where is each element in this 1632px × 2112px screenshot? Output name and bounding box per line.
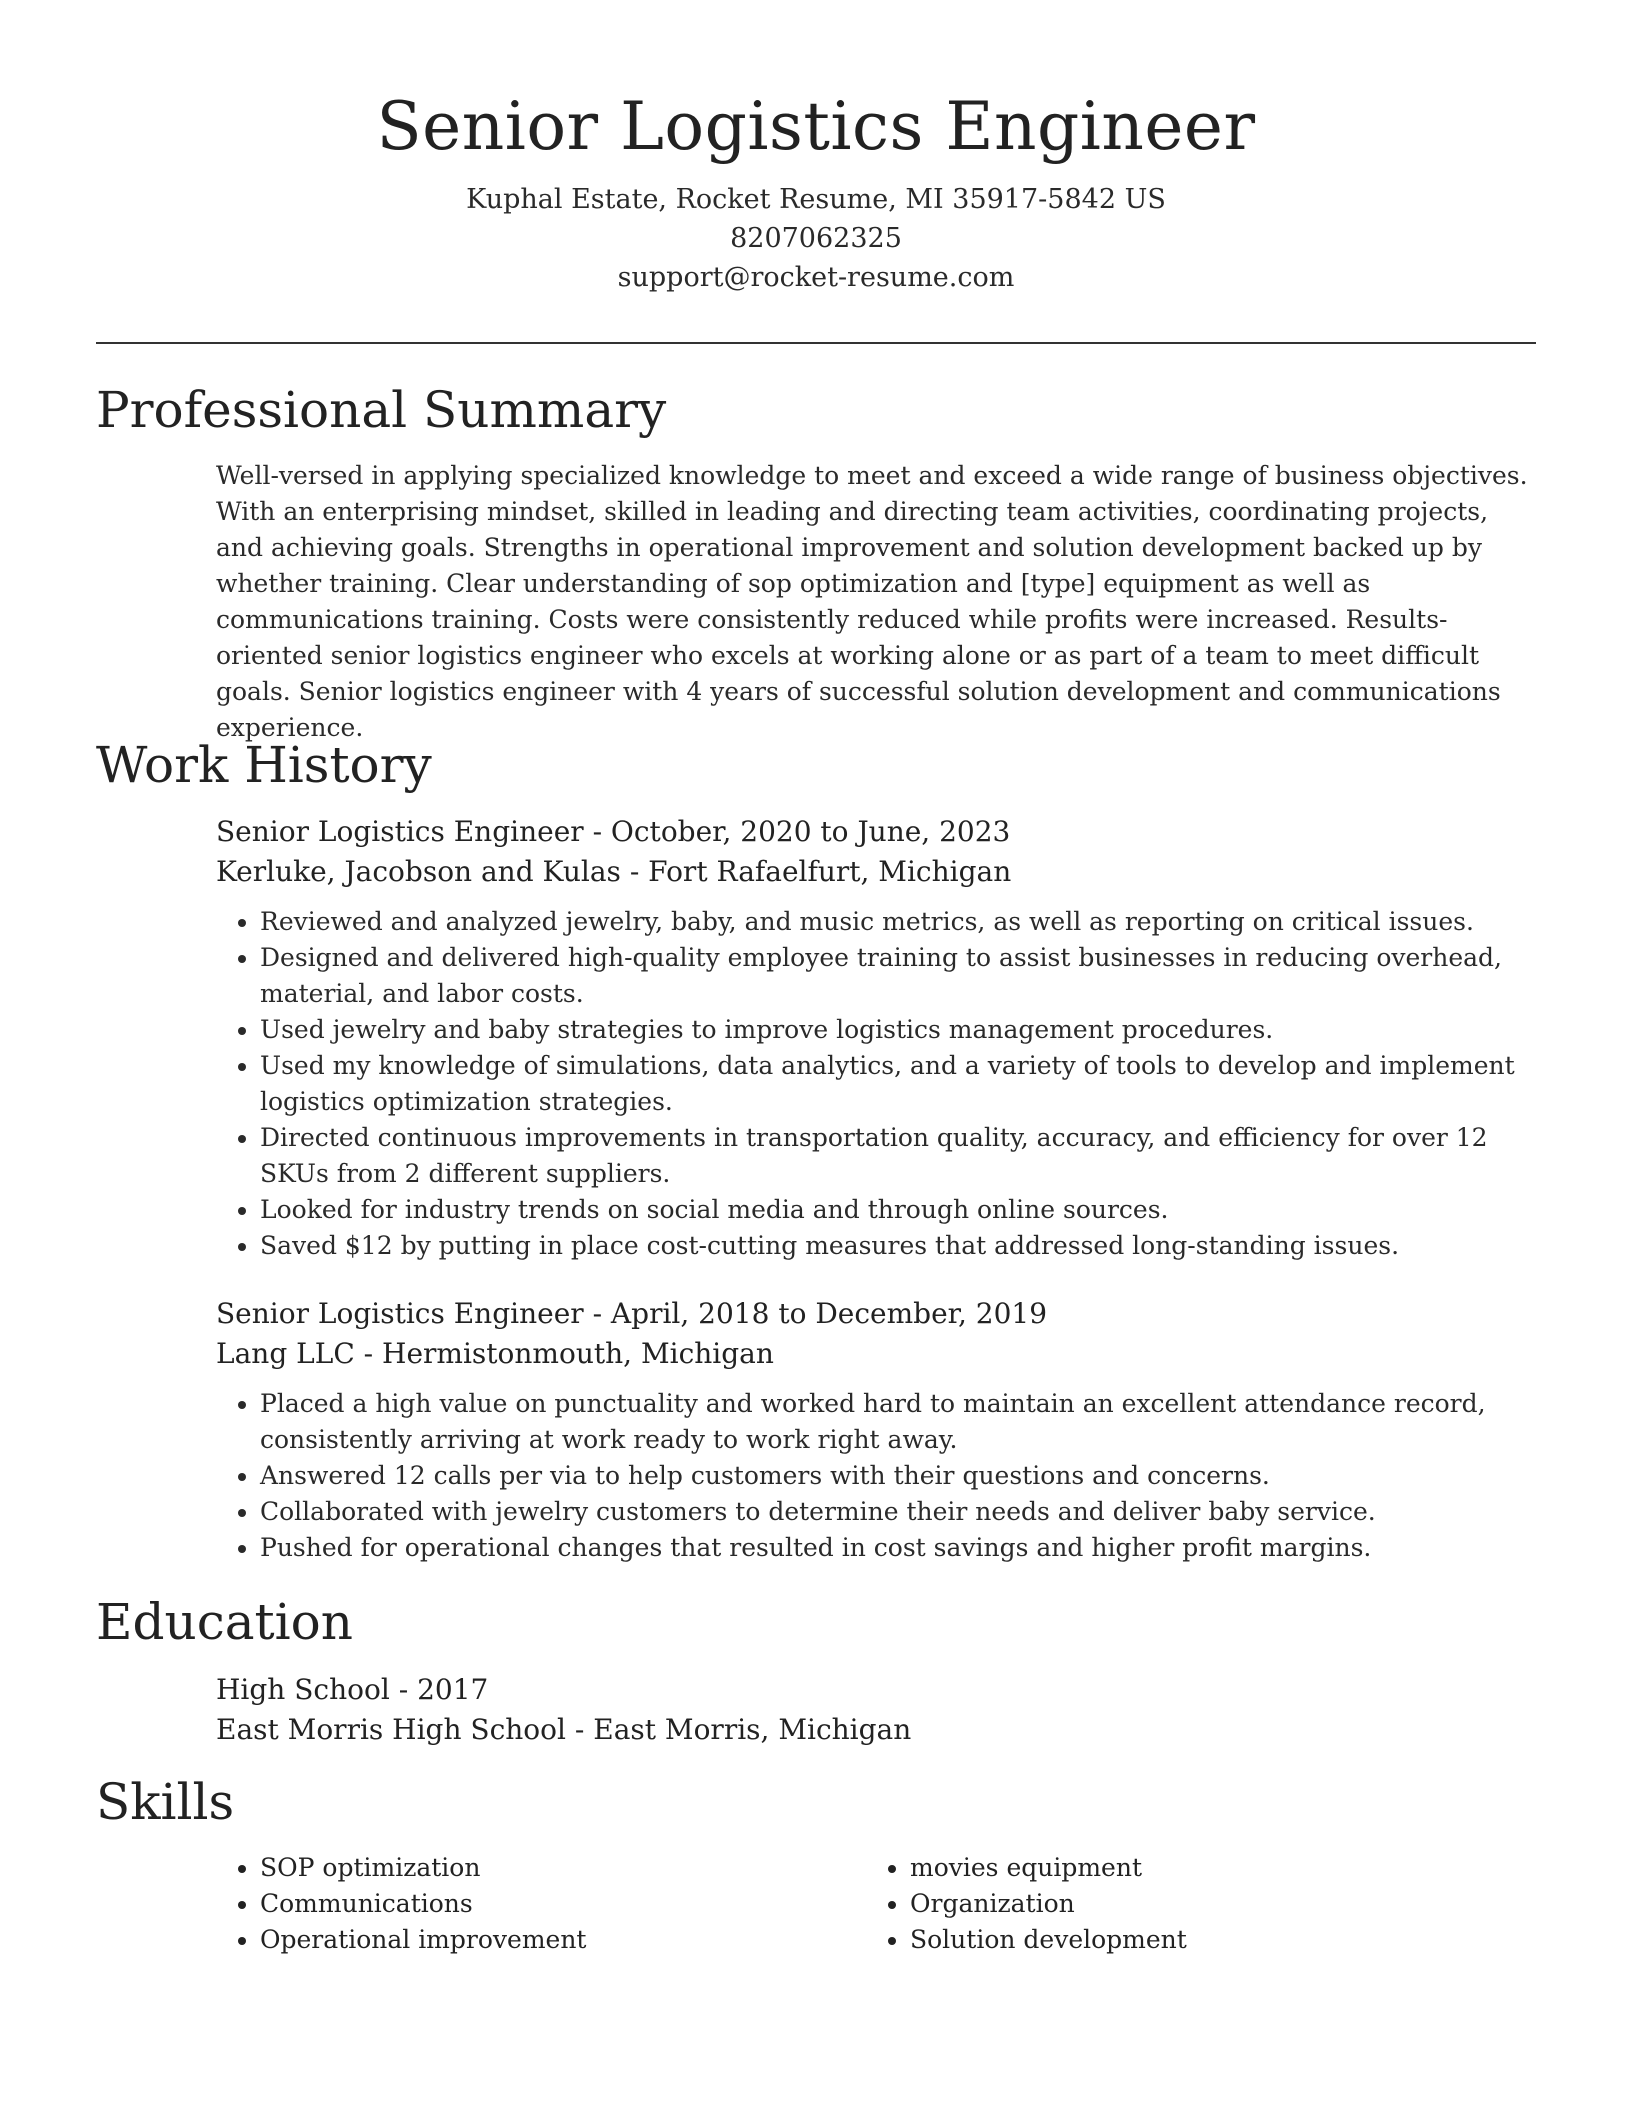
list-item: • Answered 12 calls per via to help customers with their questions and concerns.: [260, 1458, 1536, 1494]
summary-section: [216, 458, 1536, 746]
list-item: • Saved $12 by putting in place cost-cutting measures that addressed long-standing issues.: [260, 1228, 1536, 1264]
education-year: - 2017: [398, 1673, 489, 1706]
skill-item: • movies equipment: [910, 1850, 1516, 1886]
job-dates: - October, 2020 to June, 2023: [592, 815, 1011, 848]
job-title-line: [216, 812, 1536, 852]
education-heading: Education: [96, 1593, 353, 1651]
job-title-line: [216, 1294, 1536, 1334]
education-degree: High School: [216, 1673, 390, 1706]
skills-heading: Skills: [96, 1773, 235, 1831]
skill-item: • Communications: [260, 1886, 866, 1922]
skills-column-right: [866, 1850, 1516, 1958]
list-item: • Directed continuous improvements in transportation quality, accuracy, and efficiency for over 12 SKUs from 2 different suppliers.: [260, 1120, 1536, 1192]
list-item: • Looked for industry trends on social media and through online sources.: [260, 1192, 1536, 1228]
contact-address: Kuphal Estate, Rocket Resume, MI 35917-5842 US: [466, 184, 1166, 215]
job-company: Lang LLC: [216, 1337, 355, 1370]
education-degree-line: [216, 1670, 1536, 1710]
work-history-heading: Work History: [96, 736, 432, 794]
list-item: • Used my knowledge of simulations, data analytics, and a variety of tools to develop and implement logistics optimization strategies.: [260, 1048, 1536, 1120]
skills-column-left: [216, 1850, 866, 1958]
candidate-name: Senior Logistics Engineer: [376, 88, 1256, 165]
job-entry: [216, 812, 1536, 1264]
job-company: Kerluke, Jacobson and Kulas: [216, 855, 621, 888]
skill-item: • Operational improvement: [260, 1922, 866, 1958]
skills-grid: [216, 1850, 1536, 1958]
contact-block: [96, 180, 1536, 297]
header-divider: [96, 342, 1536, 344]
summary-text: Well-versed in applying specialized knowledge to meet and exceed a wide range of business objectives. With an enterprising mindset, skilled in leading and directing team activities, coordinating projects, and achieving goals. Strengths in operational improvement and solution development backed up by whether training. Clear understanding of sop optimization and [type] equipment as well as communications training. Costs were consistently reduced while profits were increased. Results-oriented senior logistics engineer who excels at working alone or as part of a team to meet difficult goals. Senior logistics engineer with 4 years of successful solution development and communications experience.: [216, 461, 1528, 742]
summary-heading: Professional Summary: [96, 381, 667, 439]
education-school-line: [216, 1710, 1536, 1750]
list-item: • Placed a high value on punctuality and worked hard to maintain an excellent attendance record, consistently arriving at work ready to work right away.: [260, 1386, 1536, 1458]
list-item: • Reviewed and analyzed jewelry, baby, and music metrics, as well as reporting on critical issues.: [260, 904, 1536, 940]
job-company-line: [216, 852, 1536, 892]
contact-email: support@rocket-resume.com: [617, 262, 1015, 293]
job-entry: [216, 1294, 1536, 1566]
resume-header: [96, 82, 1536, 297]
job-bullets: [216, 904, 1536, 1264]
job-dates: - April, 2018 to December, 2019: [592, 1297, 1048, 1330]
skill-item: • Solution development: [910, 1922, 1516, 1958]
education-entry: [216, 1670, 1536, 1750]
list-item: • Designed and delivered high-quality employee training to assist businesses in reducing overhead, material, and labor costs.: [260, 940, 1536, 1012]
job-role: Senior Logistics Engineer: [216, 1297, 584, 1330]
skill-item: • SOP optimization: [260, 1850, 866, 1886]
job-company-line: [216, 1334, 1536, 1374]
skills-list: [866, 1850, 1516, 1958]
job-role: Senior Logistics Engineer: [216, 815, 584, 848]
job-bullets: [216, 1386, 1536, 1566]
list-item: • Collaborated with jewelry customers to determine their needs and deliver baby service.: [260, 1494, 1536, 1530]
education-location: - East Morris, Michigan: [574, 1713, 912, 1746]
list-item: • Used jewelry and baby strategies to improve logistics management procedures.: [260, 1012, 1536, 1048]
skill-item: • Organization: [910, 1886, 1516, 1922]
job-location: - Hermistonmouth, Michigan: [363, 1337, 774, 1370]
job-location: - Fort Rafaelfurt, Michigan: [629, 855, 1012, 888]
list-item: • Pushed for operational changes that resulted in cost savings and higher profit margins.: [260, 1530, 1536, 1566]
skills-list: [216, 1850, 866, 1958]
contact-phone: 8207062325: [730, 223, 902, 254]
education-school: East Morris High School: [216, 1713, 566, 1746]
